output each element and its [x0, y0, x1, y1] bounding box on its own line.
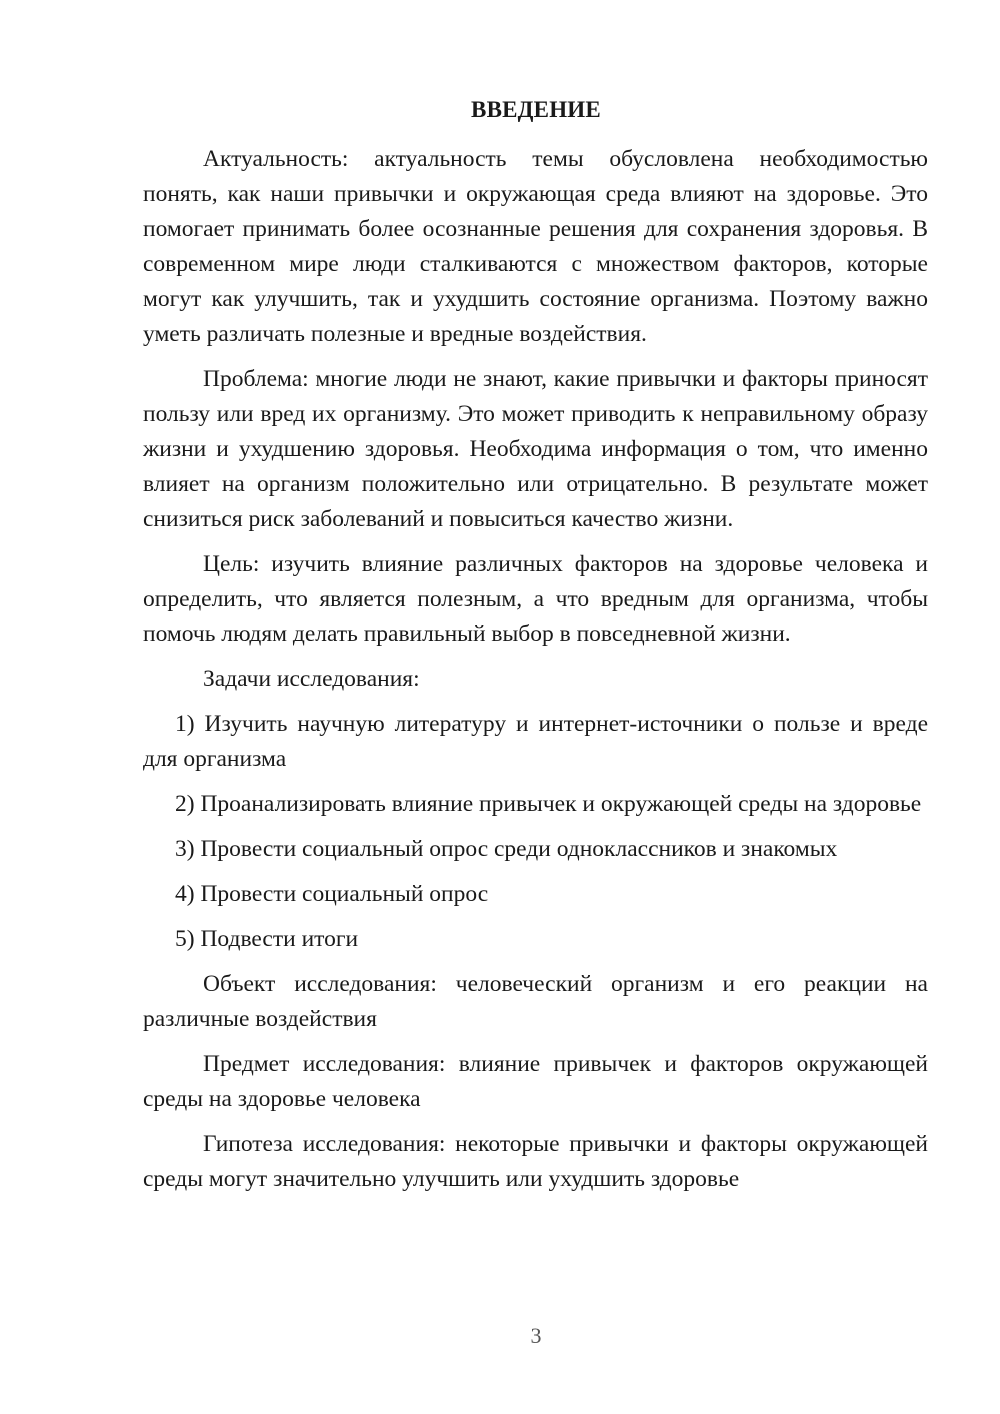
paragraph-goal: Цель: изучить влияние различных факторов на здоровье человека и определить, что является полезным, а что вредным для организма, чтобы помочь людям делать правильный выбор в повседневной жизни.: [143, 551, 928, 647]
paragraph-hypothesis: Гипотеза исследования: некоторые привычки и факторы окружающей среды могут значительно улучшить или ухудшить здоровье: [143, 1131, 928, 1192]
page-number: 3: [530, 1323, 542, 1348]
document-body: [143, 142, 928, 1207]
paragraph-object: Объект исследования: человеческий организм и его реакции на различные воздействия: [143, 971, 928, 1032]
task-item: 3) Провести социальный опрос среди одноклассников и знакомых: [175, 836, 838, 862]
paragraph-relevance: Актуальность: актуальность темы обусловлена необходимостью понять, как наши привычки и окружающая среда влияют на здоровье. Это помогает принимать более осознанные решения для сохранения здоровья. В современном мире люди сталкиваются с множеством факторов, которые могут как улучшить, так и ухудшить состояние организма. Поэтому важно уметь различать полезные и вредные воздействия.: [143, 146, 928, 347]
paragraph-tasks-title: Задачи исследования:: [203, 666, 420, 692]
paragraph-problem: Проблема: многие люди не знают, какие привычки и факторы приносят пользу или вред их организму. Это может приводить к неправильному образу жизни и ухудшению здоровья. Необходима информация о том, что именно влияет на организм положительно или отрицательно. В результате может снизиться риск заболеваний и повыситься качество жизни.: [143, 366, 928, 532]
task-item: 2) Проанализировать влияние привычек и окружающей среды на здоровье: [175, 791, 922, 817]
task-item: 5) Подвести итоги: [175, 926, 359, 952]
section-heading: ВВЕДЕНИЕ: [471, 97, 601, 122]
task-item: 1) Изучить научную литературу и интернет-источники о пользе и вреде для организма: [143, 711, 928, 772]
paragraph-subject: Предмет исследования: влияние привычек и факторов окружающей среды на здоровье человека: [143, 1051, 928, 1112]
task-item: 4) Провести социальный опрос: [175, 881, 489, 907]
